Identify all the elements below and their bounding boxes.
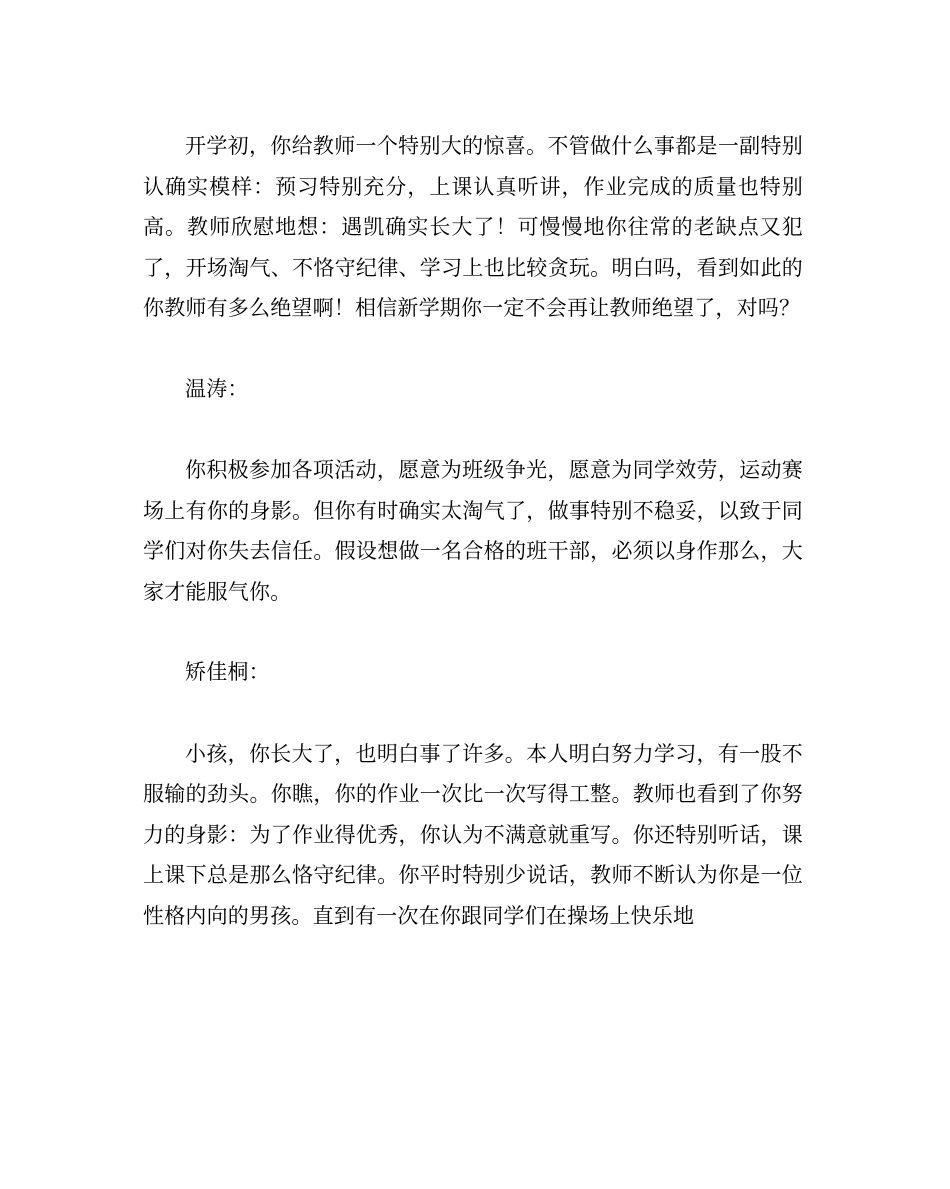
paragraph-spacer <box>143 329 803 369</box>
paragraph-spacer <box>143 693 803 734</box>
paragraph-1: 开学初，你给教师一个特别大的惊喜。不管做什么事都是一副特别认确实模样：预习特别充分，上课认真听讲，作业完成的质量也特别高。教师欣慰地想：遇凯确实长大了！可慢慢地你往常的老缺点又犯了，开场淘气、不恪守纪律、学习上也比较贪玩。明白吗，看到如此的你教师有多么绝望啊！相信新学期你一定不会再让教师绝望了，对吗？ <box>143 134 803 320</box>
paragraph-3: 小孩，你长大了，也明白事了许多。本人明白努力学习，有一股不服输的劲头。你瞧，你的作业一次比一次写得工整。教师也看到了你努力的身影：为了作业得优秀，你认为不满意就重写。你还特别听话，课上课下总是那么恪守纪律。你平时特别少说话，教师不断认为你是一位性格内向的男孩。直到有一次在你跟同学们在操场上快乐地 <box>143 741 803 928</box>
document-body <box>143 126 803 936</box>
paragraph-2: 你积极参加各项活动，愿意为班级争光，愿意为同学效劳，运动赛场上有你的身影。但你有时确实太淘气了，做事特别不稳妥，以致于同学们对你失去信任。假设想做一名合格的班干部，必须以身作那么，大家才能服气你。 <box>143 458 803 604</box>
student-name-wentao: 温涛： <box>185 376 249 401</box>
paragraph-spacer <box>143 612 803 652</box>
paragraph-spacer <box>143 409 803 450</box>
student-name-jiaojiatong: 矫佳桐： <box>185 660 270 684</box>
